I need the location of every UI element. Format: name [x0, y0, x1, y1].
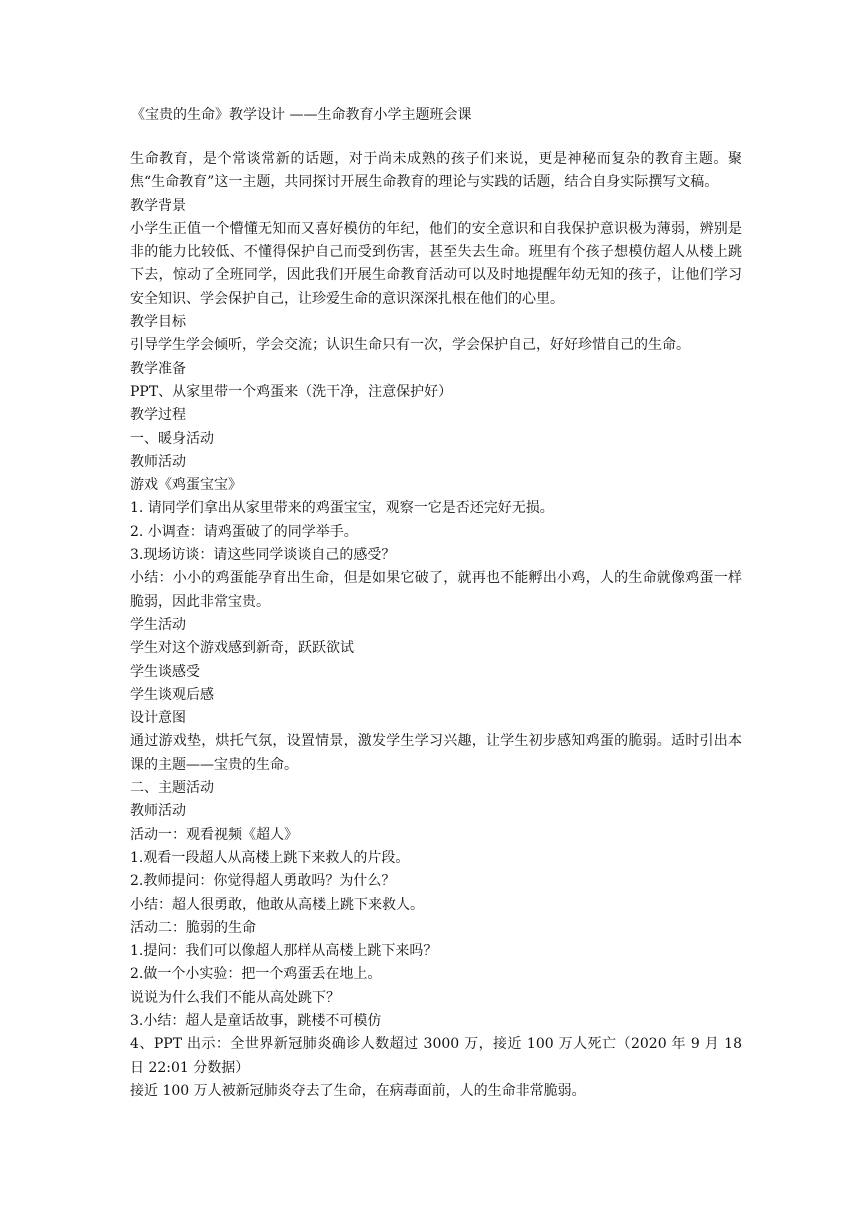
- paragraph: 小结：超人很勇敢，他敢从高楼上跳下来救人。: [130, 896, 424, 913]
- paragraph: 活动二：脆弱的生命: [130, 919, 256, 936]
- paragraph: 2.做一个小实验：把一个鸡蛋丢在地上。: [130, 966, 382, 983]
- paragraph: 教师活动: [130, 803, 186, 820]
- paragraph: 学生谈观后感: [130, 686, 214, 703]
- paragraph: 一、暖身活动: [130, 430, 214, 447]
- paragraph: 二、主题活动: [130, 780, 214, 797]
- paragraph: 学生谈感受: [130, 663, 200, 680]
- paragraph: 教学目标: [130, 314, 186, 331]
- paragraph: 小结：小小的鸡蛋能孕育出生命，但是如果它破了，就再也不能孵出小鸡，人的生命就像鸡蛋一样脆弱，因此非常宝贵。: [130, 570, 742, 610]
- paragraph: 学生对这个游戏感到新奇，跃跃欲试: [130, 640, 354, 657]
- paragraph: 教师活动: [130, 453, 186, 470]
- document-body: [130, 148, 742, 1103]
- paragraph: 1. 请同学们拿出从家里带来的鸡蛋宝宝，观察一它是否还完好无损。: [130, 500, 554, 517]
- paragraph: 通过游戏垫，烘托气氛，设置情景，激发学生学习兴趣，让学生初步感知鸡蛋的脆弱。适时引出本课的主题——宝贵的生命。: [130, 733, 742, 773]
- paragraph: 3.小结：超人是童话故事，跳楼不可模仿: [130, 1012, 382, 1029]
- document-title: 《宝贵的生命》教学设计 ——生命教育小学主题班会课: [131, 107, 472, 123]
- paragraph: 教学背景: [130, 197, 186, 214]
- paragraph: 2.教师提问：你觉得超人勇敢吗？为什么？: [130, 873, 396, 890]
- paragraph: 学生活动: [130, 616, 186, 633]
- paragraph: 2. 小调查：请鸡蛋破了的同学举手。: [130, 523, 358, 540]
- paragraph: 设计意图: [130, 710, 186, 727]
- paragraph: 教学准备: [130, 360, 186, 377]
- paragraph: 1.提问：我们可以像超人那样从高楼上跳下来吗？: [130, 943, 438, 960]
- paragraph: 小学生正值一个懵懂无知而又喜好模仿的年纪，他们的安全意识和自我保护意识极为薄弱，辨别是非的能力比较低、不懂得保护自己而受到伤害，甚至失去生命。班里有个孩子想模仿超人从楼上跳下去，惊动了全班同学，因此我们开展生命教育活动可以及时地提醒年幼无知的孩子，让他们学习安全知识、学会保护自己，让珍爱生命的意识深深扎根在他们的心里。: [130, 220, 742, 307]
- paragraph: 游戏《鸡蛋宝宝》: [130, 477, 242, 494]
- paragraph: 活动一：观看视频《超人》: [130, 826, 298, 843]
- paragraph: 引导学生学会倾听，学会交流；认识生命只有一次，学会保护自己，好好珍惜自己的生命。: [130, 337, 690, 354]
- paragraph: 教学过程: [130, 407, 186, 424]
- paragraph: PPT、从家里带一个鸡蛋来（洗干净，注意保护好）: [130, 383, 453, 400]
- paragraph: 接近 100 万人被新冠肺炎夺去了生命，在病毒面前，人的生命非常脆弱。: [130, 1082, 586, 1099]
- paragraph: 1.观看一段超人从高楼上跳下来救人的片段。: [130, 849, 410, 866]
- paragraph: 说说为什么我们不能从高处跳下？: [130, 989, 340, 1006]
- paragraph: 生命教育，是个常谈常新的话题，对于尚未成熟的孩子们来说，更是神秘而复杂的教育主题。聚焦“生命教育”这一主题，共同探讨开展生命教育的理论与实践的话题，结合自身实际撰写文稿。: [130, 151, 742, 191]
- paragraph: 4、PPT 出示：全世界新冠肺炎确诊人数超过 3000 万，接近 100 万人死亡（2020 年 9 月 18 日 22:01 分数据）: [130, 1036, 742, 1076]
- paragraph: 3.现场访谈：请这些同学谈谈自己的感受？: [130, 547, 396, 564]
